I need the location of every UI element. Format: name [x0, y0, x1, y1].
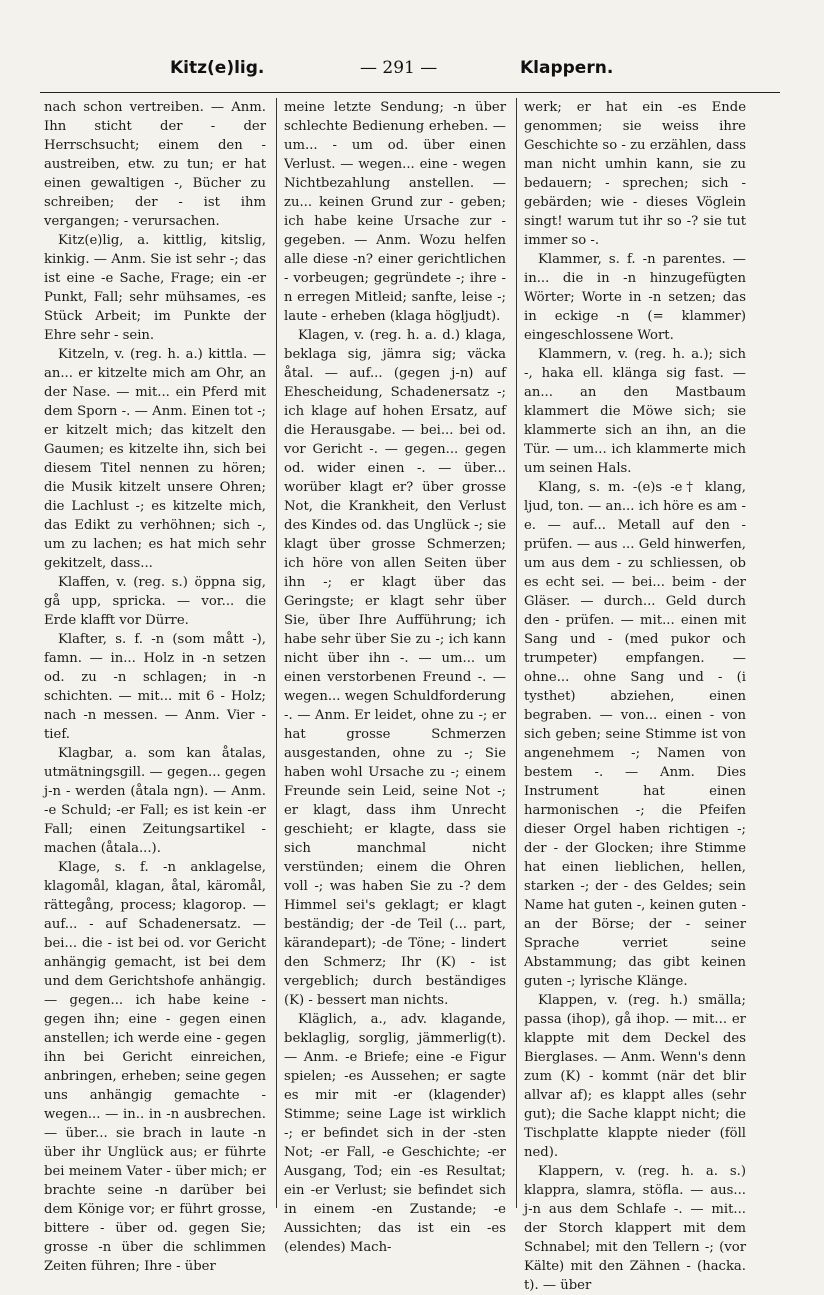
entry-continuation: nach schon vertreiben. — Anm. Ihn sticht der - der Herrschsucht; einem den - austreiben, etw. zu tun; er hat einen gewaltigen -, Bücher zu schreiben; der - ist ihm vergangen; - verursachen.	[44, 100, 266, 229]
dictionary-entry: Klappern, v. (reg. h. a. s.) klappra, slamra, stöfla. — aus... j-n aus dem Schlafe -. — mit... der Storch klappert mit dem Schnabel; mit den Tellern -; (vor Kälte) mit den Zähnen - (hacka. t). — über	[524, 1164, 746, 1293]
column-divider	[276, 98, 277, 1208]
dictionary-entry: Kitz(e)lig, a. kittlig, kitslig, kinkig. — Anm. Sie ist sehr -; das ist eine -e Sache, Frage; ein -er Punkt, Fall; sehr mühsames, -es Stück Arbeit; im Punkte der Ehre sehr - sein.	[44, 233, 266, 343]
column-2	[284, 98, 506, 1255]
header-last-entry: Klappern.	[520, 58, 614, 78]
dictionary-entry: Klage, s. f. -n anklagelse, klagomål, klagan, åtal, käromål, rättegång, process; klagorop. — auf... - auf Schadenersatz. — bei... die - ist bei od. vor Gericht anhängig gemacht, ist bei dem und dem Gerichtshofe anhängig. — gegen... ich habe keine - gegen ihn; eine - gegen einen anstellen; ich werde eine - gegen ihn bei Gericht einreichen, anbringen, erheben; seine gegen uns anhängig gemachte - wegen... — in.. in -n ausbrechen. — über... sie brach in laute -n über ihr Unglück aus; er führte bei meinem Vater - über mich; er brachte seine -n darüber bei dem Könige vor; er führt grosse, bittere - über od. gegen Sie; grosse -n über die schlimmen Zeiten führen; Ihre - über	[44, 860, 266, 1274]
dictionary-entry: Klammern, v. (reg. h. a.); sich -, haka ell. klänga sig fast. — an... an den Mastbaum klammert die Möwe sich; sie klammerte sich an ihn, an die Tür. — um... ich klammerte mich um seinen Hals.	[524, 347, 746, 476]
dictionary-entry: Kläglich, a., adv. klagande, beklaglig, sorglig, jämmerlig(t). — Anm. -e Briefe; eine -e Figur spielen; -es Aussehen; er sagte es mir mit -er (klagender) Stimme; seine Lage ist wirklich -; er befindet sich in der -sten Not; -er Fall, -e Geschichte; -er Ausgang, Tod; ein -es Resultat; ein -er Verlust; sie befindet sich in einem -en Zustande; -e Aussichten; das ist ein -es (elendes) Mach-	[284, 1012, 506, 1255]
entry-continuation: meine letzte Sendung; -n über schlechte Bedienung erheben. — um... - um od. über einen Verlust. — wegen... eine - wegen Nichtbezahlung anstellen. — zu... keinen Grund zur - geben; ich habe keine Ursache zur - gegeben. — Anm. Wozu helfen alle diese -n? einer gerichtlichen - vorbeugen; gegründete -; ihre -n erregen Mitleid; sanfte, leise -; laute - erheben (klaga högljudt).	[284, 100, 506, 324]
dictionary-entry: Klang, s. m. -(e)s -e† klang, ljud, ton. — an... ich höre es am -e. — auf... Metall auf den - prüfen. — aus ... Geld hinwerfen, um aus dem - zu schliessen, ob es echt sei. — bei... beim - der Gläser. — durch... Geld durch den - prüfen. — mit... einen mit Sang und - (med pukor och trumpeter) empfangen. — ohne... ohne Sang und - (i tysthet) abziehen, einen begraben. — von... einen - von sich geben; seine Stimme ist von angenehmem -; Namen von bestem -. — Anm. Dies Instrument hat einen harmonischen -; die Pfeifen dieser Orgel haben richtigen -; der - der Glocken; ihre Stimme hat einen lieblichen, hellen, starken -; der - des Geldes; sein Name hat guten -, keinen guten - an der Börse; der - seiner Sprache verriet seine Abstammung; das gibt keinen guten -; lyrische Klänge.	[524, 480, 746, 989]
entry-continuation: werk; er hat ein -es Ende genommen; sie weiss ihre Geschichte so - zu erzählen, dass man nicht umhin kann, sie zu bedauern; - sprechen; sich - gebärden; wie - dieses Vöglein singt! warum tut ihr so -? sie tut immer so -.	[524, 100, 746, 248]
dictionary-entry: Klammer, s. f. -n parentes. — in... die in -n hinzugefügten Wörter; Worte in -n setzen; das in eckige -n (= klammer) eingeschlossene Wort.	[524, 252, 746, 343]
dictionary-entry: Klafter, s. f. -n (som mått -), famn. — in... Holz in -n setzen od. zu -n schlagen; in -n schichten. — mit... mit 6 - Holz; nach -n messen. — Anm. Vier - tief.	[44, 632, 266, 742]
dictionary-entry: Klagen, v. (reg. h. a. d.) klaga, beklaga sig, jämra sig; väcka åtal. — auf... (gegen j-n) auf Ehescheidung, Schadenersatz -; ich klage auf hohen Ersatz, auf die Herausgabe. — bei... bei od. vor Gericht -. — gegen... gegen od. wider einen -. — über... worüber klagt er? über grosse Not, die Krankheit, den Verlust des Kindes od. das Unglück -; sie klagt über grosse Schmerzen; ich höre von allen Seiten über ihn -; er klagt über das Geringste; er klagt sehr über Sie, über Ihre Aufführung; ich habe sehr über Sie zu -; ich kann nicht über ihn -. — um... um einen verstorbenen Freund -. — wegen... wegen Schuldforderung -. — Anm. Er leidet, ohne zu -; er hat grosse Schmerzen ausgestanden, ohne zu -; Sie haben wohl Ursache zu -; einem Freunde sein Leid, seine Not -; er klagt, dass ihm Unrecht geschieht; er klagte, dass sie sich manchmal nicht verstünden; einem die Ohren voll -; was haben Sie zu -? dem Himmel sei's geklagt; er klagt beständig; der -de Teil (... part, kärandepart); -de Töne; - lindert den Schmerz; Ihr (K) - ist vergeblich; durch beständiges (K) - bessert man nichts.	[284, 328, 506, 1008]
dictionary-entry: Kitzeln, v. (reg. h. a.) kittla. — an... er kitzelte mich am Ohr, an der Nase. — mit... ein Pferd mit dem Sporn -. — Anm. Einen tot -; er kitzelt mich; das kitzelt den Gaumen; es kitzelte ihn, sich bei diesem Titel nennen zu hören; die Musik kitzelt unsere Ohren; die Lachlust -; es kitzelte mich, das Edikt zu verhöhnen; sich -, um zu lachen; es hat mich sehr gekitzelt, dass...	[44, 347, 266, 571]
dictionary-entry: Klagbar, a. som kan åtalas, utmätningsgill. — gegen... gegen j-n - werden (åtala ngn). — Anm. -e Schuld; -er Fall; es ist kein -er Fall; einen Zeitungsartikel - machen (åtala...).	[44, 746, 266, 856]
column-3	[524, 98, 746, 1293]
dictionary-entry: Klaffen, v. (reg. s.) öppna sig, gå upp, spricka. — vor... die Erde klafft vor Dürre.	[44, 575, 266, 628]
column-divider	[516, 98, 517, 1208]
column-1	[44, 98, 266, 1274]
text-columns	[40, 98, 780, 1293]
dictionary-entry: Klappen, v. (reg. h.) smälla; passa (ihop), gå ihop. — mit... er klappte mit dem Deckel des Bierglases. — Anm. Wenn's denn zum (K) - kommt (när det blir allvar af); es klappt alles (sehr gut); die Sache klappt nicht; die Tischplatte klappte nieder (föll ned).	[524, 993, 746, 1160]
running-header	[40, 58, 780, 88]
page-number: — 291 —	[360, 58, 438, 78]
header-first-entry: Kitz(e)lig.	[170, 58, 265, 78]
header-rule	[40, 92, 780, 93]
